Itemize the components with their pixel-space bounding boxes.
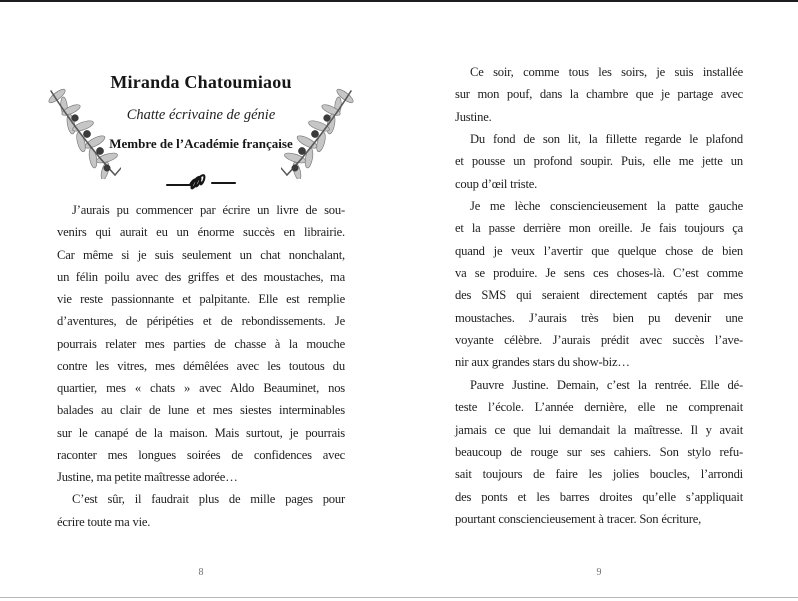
right-page-body <box>455 61 743 530</box>
bottom-page-rule <box>0 597 798 598</box>
text-line: J’aurais pu commencer par écrire un livre de sou- <box>72 203 345 217</box>
text-line: sur le canapé de la maison. Mais surtout, je pourrais <box>57 425 345 440</box>
text-line: et la passe derrière mon oreille. Je fais toujours ça <box>455 221 743 236</box>
left-page-body <box>57 199 345 533</box>
text-line: d’aventures, de péripéties et de rebondissements. Je <box>57 314 345 329</box>
paragraph <box>57 199 345 488</box>
text-line: nir aux grandes stars du show-biz… <box>455 355 630 370</box>
text-line: vie reste passionnante et palpitante. Elle est remplie <box>57 292 345 306</box>
text-line: Du fond de son lit, la fillette regarde le plafond <box>470 132 743 147</box>
text-line: venirs qui aurait eu un énorme succès en librairie. <box>57 225 345 240</box>
text-line: teste l’école. L’année dernière, elle ne comprenait <box>455 400 743 415</box>
text-line: Justine, ma petite maîtresse adorée… <box>57 470 238 484</box>
text-line: sait toujours de faire les jolies boucles, l’arrondi <box>455 467 743 482</box>
text-line: moustaches. J’aurais très bien pu devenir une <box>455 310 743 325</box>
olive-branch-icon <box>281 84 365 179</box>
rope-knot-divider-icon <box>165 173 237 193</box>
text-line: des SMS qui seraient directement captés par mes <box>455 288 743 303</box>
text-line: Car même si je suis seulement un chat nonchalant, <box>57 247 345 262</box>
paragraph <box>455 61 743 128</box>
text-line: quand je veux l’avertir que quelque chose de bien <box>455 243 743 258</box>
olive-branch-icon <box>37 84 121 179</box>
text-line: raconter mes longues soirées de confidences avec <box>57 447 345 462</box>
text-line: balades au clair de lune et mes siestes interminables <box>57 403 345 418</box>
text-line: Je me lèche consciencieusement la patte gauche <box>470 199 743 214</box>
text-line: contre les vitres, mes démêlées avec les toutous du <box>57 358 345 373</box>
text-line: un félin poilu avec des griffes et des moustaches, ma <box>57 269 345 284</box>
text-line: sur mon pouf, dans la chambre que je partage avec <box>455 87 743 102</box>
text-line: beaucoup de rouge sur ses cahiers. Son stylo refu- <box>455 444 743 459</box>
text-line: Pauvre Justine. Demain, c’est la rentrée. Elle dé- <box>470 377 743 392</box>
page-number-left: 8 <box>198 567 204 578</box>
text-line: écrire toute ma vie. <box>57 514 151 529</box>
author-title: Miranda Chatoumiaou <box>110 72 292 92</box>
paragraph <box>455 374 743 530</box>
page-number-right: 9 <box>596 567 602 578</box>
text-line: pourtant consciencieusement à tracer. Son écriture, <box>455 511 702 526</box>
paragraph <box>455 195 743 374</box>
text-line: va se produire. Je sens ces choses-là. C’est comme <box>455 266 743 281</box>
text-line: quartier, mes « chats » avec Aldo Beauminet, nos <box>57 381 345 395</box>
author-subtitle: Chatte écrivaine de génie <box>126 107 276 123</box>
paragraph <box>455 128 743 195</box>
text-line: jamais ce que lui demandait la maîtresse. Il y avait <box>455 422 743 437</box>
text-line: coup d’œil triste. <box>455 176 538 191</box>
text-line: Ce soir, comme tous les soirs, je suis installée <box>470 65 743 79</box>
text-line: pourrais relater mes parties de chasse à la mouche <box>57 336 345 351</box>
text-line: Justine. <box>455 109 492 124</box>
page-right <box>455 0 743 595</box>
paragraph <box>57 488 345 533</box>
author-affiliation: Membre de l’Académie française <box>109 136 293 151</box>
page-left <box>57 0 345 595</box>
text-line: des ponts et les barres droites qu’elle s’appliquait <box>455 489 743 504</box>
text-line: C’est sûr, il faudrait plus de mille pages pour <box>72 492 345 507</box>
text-line: et pousse un profond soupir. Puis, elle me jette un <box>455 154 743 169</box>
text-line: voyante célèbre. J’aurais prédit avec succès l’ave- <box>455 333 743 348</box>
